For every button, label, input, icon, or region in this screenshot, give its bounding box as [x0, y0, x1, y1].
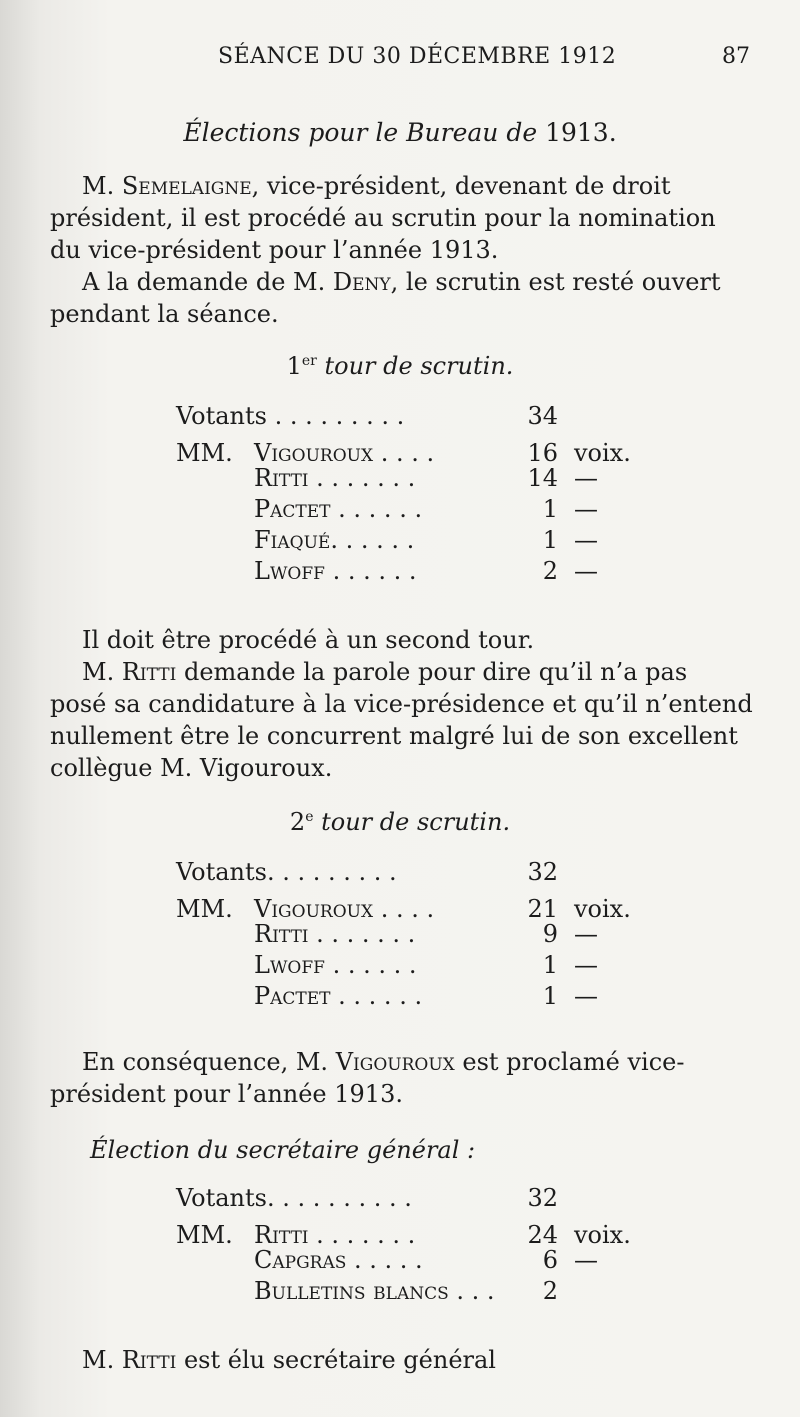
leader-dots: . . . . . . — [330, 982, 423, 1010]
consequence-paragraph — [50, 1046, 758, 1110]
vote-count: 9 — [542, 920, 558, 948]
votants-value: 32 — [527, 1184, 558, 1212]
section-title-year: 1913. — [545, 118, 617, 147]
vote-unit: voix. — [574, 895, 631, 923]
row-prefix: MM. — [176, 895, 233, 923]
candidate-name: Lwoff — [254, 557, 325, 585]
vote-row — [176, 1246, 736, 1276]
person-name: Deny — [332, 268, 391, 296]
middle-text: M. — [82, 658, 122, 686]
header-title: SÉANCE DU 30 DÉCEMBRE 1912 — [218, 44, 617, 69]
middle-line-4: nullement être le concurrent malgré lui de son excellent — [50, 722, 738, 750]
vote-row — [176, 982, 736, 1012]
middle-line-5: collègue M. Vigouroux. — [50, 754, 333, 782]
intro-line-5: pendant la séance. — [50, 300, 279, 328]
tour-ordinal-suffix: e — [305, 809, 314, 825]
intro-text: M. — [82, 172, 122, 200]
candidate-entry — [254, 920, 415, 948]
leader-dots: . . . . . . — [330, 495, 423, 523]
votants-label: Votants. . . . . . . . . . — [176, 1184, 412, 1212]
row-prefix: MM. — [176, 439, 233, 467]
vote-row — [176, 920, 736, 950]
row-prefix: MM. — [176, 1221, 233, 1249]
vote-unit: — — [574, 464, 598, 492]
votants-row — [176, 1184, 736, 1214]
vote-unit: — — [574, 1246, 598, 1274]
vote-count: 16 — [527, 439, 558, 467]
consequence-line-1 — [82, 1046, 758, 1078]
candidate-entry — [254, 1221, 415, 1249]
candidate-entry — [254, 526, 414, 554]
vote-row — [176, 1277, 736, 1307]
candidate-name: Fiaqué — [254, 526, 331, 554]
vote-count: 1 — [542, 982, 558, 1010]
candidate-name: Ritti — [254, 1221, 309, 1249]
middle-paragraph — [50, 624, 758, 784]
vote-count: 1 — [542, 495, 558, 523]
vote-count: 24 — [527, 1221, 558, 1249]
leader-dots: . . . . . . — [324, 951, 417, 979]
tour-label: tour de scrutin. — [324, 352, 514, 380]
vote-row — [176, 495, 736, 525]
vote-count: 1 — [542, 951, 558, 979]
candidate-name: Pactet — [254, 495, 331, 523]
intro-text: , le scrutin est resté ouvert — [390, 268, 721, 296]
vote-count: 14 — [527, 464, 558, 492]
leader-dots: . . . . — [373, 439, 435, 467]
intro-line-1 — [82, 170, 758, 202]
vote-row — [176, 526, 736, 556]
candidate-entry — [254, 951, 417, 979]
vote-row — [176, 951, 736, 981]
votants-value: 32 — [527, 858, 558, 886]
person-name: Ritti — [121, 1346, 177, 1374]
consequence-text: En conséquence, M. — [82, 1048, 336, 1076]
leader-dots: . . . . . . . — [308, 464, 416, 492]
leader-dots: . . . . . — [346, 1246, 423, 1274]
candidate-entry — [254, 464, 415, 492]
candidate-entry — [254, 439, 434, 467]
vote-unit: — — [574, 951, 598, 979]
middle-line-2 — [82, 656, 758, 688]
running-header — [0, 44, 800, 84]
vote-unit: — — [574, 920, 598, 948]
vote-count: 1 — [542, 526, 558, 554]
candidate-name: Ritti — [254, 464, 309, 492]
vote-unit: voix. — [574, 1221, 631, 1249]
leader-dots: . . . . — [373, 895, 435, 923]
leader-dots: . . . — [448, 1277, 495, 1305]
secretary-election-caption: Élection du secrétaire général : — [90, 1136, 476, 1164]
vote-unit: — — [574, 982, 598, 1010]
votants-value: 34 — [527, 402, 558, 430]
closing-text: est élu secrétaire général — [176, 1346, 496, 1374]
candidate-name: Vigouroux — [254, 895, 374, 923]
vote-unit: — — [574, 526, 598, 554]
candidate-name: Capgras — [254, 1246, 347, 1274]
intro-line-3: du vice-président pour l’année 1913. — [50, 236, 499, 264]
leader-dots: . . . . . . . — [308, 1221, 416, 1249]
votants-label: Votants. . . . . . . . . — [176, 858, 397, 886]
middle-text: demande la parole pour dire qu’il n’a pas — [176, 658, 688, 686]
candidate-entry — [254, 495, 422, 523]
tour-ordinal: 2 — [289, 808, 306, 836]
intro-line-4 — [82, 266, 758, 298]
candidate-name: Pactet — [254, 982, 331, 1010]
votants-label: Votants . . . . . . . . . — [176, 402, 405, 430]
vote-count: 6 — [542, 1246, 558, 1274]
tour-1-title — [0, 352, 800, 380]
intro-line-2: président, il est procédé au scrutin pour la nomination — [50, 204, 716, 232]
candidate-entry — [254, 1246, 423, 1274]
vote-unit: — — [574, 495, 598, 523]
leader-dots: . . . . . . — [324, 557, 417, 585]
tour-2-title — [0, 808, 800, 836]
page-number: 87 — [722, 44, 750, 69]
candidate-name: Bulletins blancs — [254, 1277, 449, 1305]
section-title — [0, 118, 800, 147]
vote-row — [176, 464, 736, 494]
intro-text: , vice-président, devenant de droit — [251, 172, 671, 200]
tour-ordinal: 1 — [286, 352, 302, 380]
candidate-name: Vigouroux — [254, 439, 374, 467]
vote-count: 21 — [527, 895, 558, 923]
closing-line — [82, 1344, 758, 1376]
candidate-entry — [254, 557, 417, 585]
candidate-name: Lwoff — [254, 951, 325, 979]
consequence-text: est proclamé vice- — [454, 1048, 685, 1076]
vote-count: 2 — [542, 557, 558, 585]
tour-ordinal-suffix: er — [301, 353, 317, 369]
vote-count: 2 — [542, 1277, 558, 1305]
intro-paragraph — [50, 170, 758, 330]
person-name: Ritti — [121, 658, 177, 686]
middle-line-1: Il doit être procédé à un second tour. — [82, 626, 535, 654]
middle-line-3: posé sa candidature à la vice-présidence et qu’il n’entend — [50, 690, 753, 718]
person-name: Vigouroux — [335, 1048, 455, 1076]
vote-unit: voix. — [574, 439, 631, 467]
candidate-entry — [254, 982, 422, 1010]
tour-label: tour de scrutin. — [321, 808, 511, 836]
intro-text: A la demande de M. — [82, 268, 333, 296]
closing-text: M. — [82, 1346, 122, 1374]
section-title-text: Élections pour le Bureau de — [183, 118, 538, 147]
vote-unit: — — [574, 557, 598, 585]
closing-paragraph — [82, 1344, 758, 1376]
consequence-line-2: président pour l’année 1913. — [50, 1080, 403, 1108]
votants-row — [176, 402, 736, 432]
candidate-entry — [254, 895, 434, 923]
person-name: Semelaigne — [121, 172, 252, 200]
candidate-name: Ritti — [254, 920, 309, 948]
leader-dots: . . . . . . . — [308, 920, 416, 948]
candidate-entry — [254, 1277, 495, 1305]
leader-dots: . . . . . . — [330, 526, 415, 554]
votants-row — [176, 858, 736, 888]
vote-row — [176, 557, 736, 587]
